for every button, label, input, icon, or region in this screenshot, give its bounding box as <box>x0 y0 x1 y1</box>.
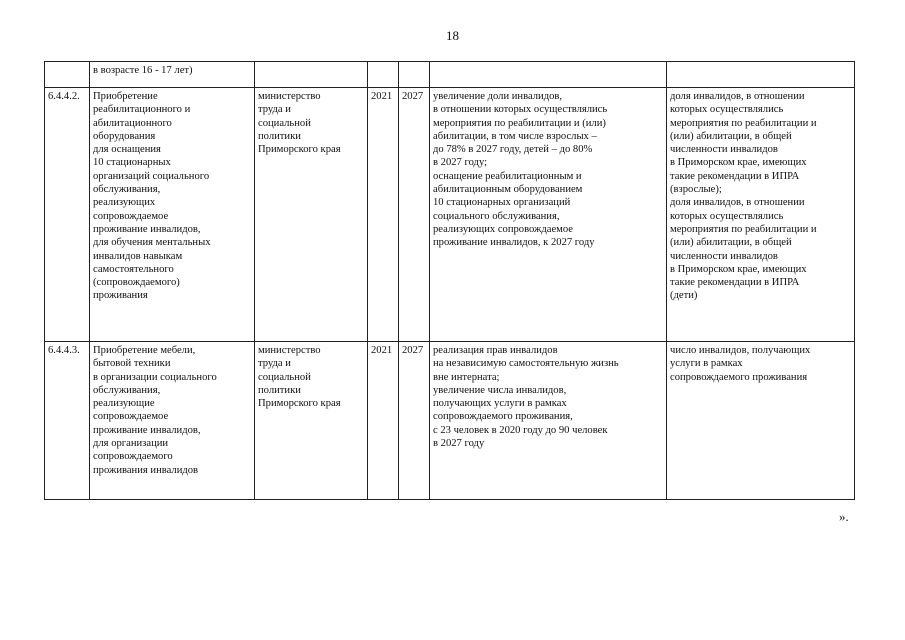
cell-measure-name: Приобретение мебели, бытовой техники в организации социального обслуживания, реализующие сопровождаемое проживание инвалидов, для организации сопровождаемого проживания инвалидов <box>90 342 255 500</box>
cell-executor <box>255 62 368 88</box>
cell-year-start: 2021 <box>368 88 399 342</box>
cell-year-end: 2027 <box>399 342 430 500</box>
cell-result <box>430 62 667 88</box>
cell-year-start <box>368 62 399 88</box>
cell-year-start: 2021 <box>368 342 399 500</box>
table-row-continuation <box>45 62 855 88</box>
table-row <box>45 342 855 500</box>
cell-measure-name: в возрасте 16 - 17 лет) <box>90 62 255 88</box>
table-row <box>45 88 855 342</box>
cell-executor: министерство труда и социальной политики Приморского края <box>255 88 368 342</box>
measures-table <box>44 61 855 500</box>
cell-executor: министерство труда и социальной политики Приморского края <box>255 342 368 500</box>
cell-number: 6.4.4.3. <box>45 342 90 500</box>
cell-indicator: число инвалидов, получающих услуги в рамках сопровождаемого проживания <box>667 342 855 500</box>
cell-measure-name: Приобретение реабилитационного и абилитационного оборудования для оснащения 10 стационарных организаций социального обслуживания, реализующих сопровождаемое проживание инвалидов, для обучения ментальных инвалидов навыкам самостоятельного (сопровождаемого) проживания <box>90 88 255 342</box>
cell-result: увеличение доли инвалидов, в отношении которых осуществлялись мероприятия по реабилитации и (или) абилитации, в том числе взрослых – до 78% в 2027 году, детей – до 80% в 2027 году; оснащение реабилитационным и абилитационным оборудованием 10 стационарных организаций социального обслуживания, реализующих сопровождаемое проживание инвалидов, к 2027 году <box>430 88 667 342</box>
closing-quote: ». <box>839 509 849 524</box>
cell-number <box>45 62 90 88</box>
cell-year-end: 2027 <box>399 88 430 342</box>
cell-result: реализация прав инвалидов на независимую самостоятельную жизнь вне интерната; увеличение числа инвалидов, получающих услуги в рамках сопровождаемого проживания, с 23 человек в 2020 году до 90 человек в 2027 году <box>430 342 667 500</box>
page-number: 18 <box>446 28 459 43</box>
cell-indicator: доля инвалидов, в отношении которых осуществлялись мероприятия по реабилитации и (или) абилитации, в общей численности инвалидов в Приморском крае, имеющих такие рекомендации в ИПРА (взрослые); доля инвалидов, в отношении которых осуществлялись мероприятия по реабилитации и (или) абилитации, в общей численности инвалидов в Приморском крае, имеющих такие рекомендации в ИПРА (дети) <box>667 88 855 342</box>
cell-number: 6.4.4.2. <box>45 88 90 342</box>
cell-year-end <box>399 62 430 88</box>
cell-indicator <box>667 62 855 88</box>
